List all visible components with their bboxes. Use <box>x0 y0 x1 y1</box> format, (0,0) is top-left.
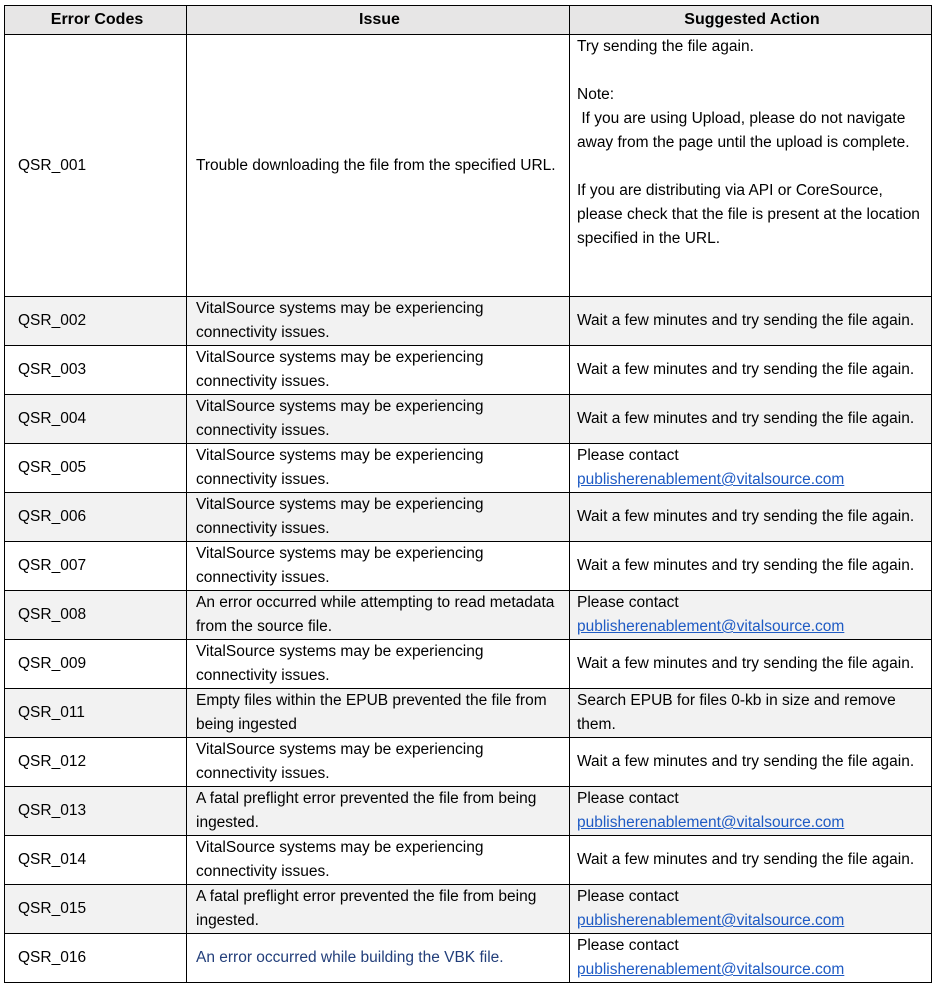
suggested-action-cell <box>570 689 932 738</box>
suggested-action-cell <box>570 493 932 542</box>
suggested-action-cell <box>570 885 932 934</box>
table-row <box>5 35 932 297</box>
header-row <box>5 6 932 35</box>
action-text: Wait a few minutes and try sending the file again. <box>577 361 915 378</box>
error-code-cell: QSR_007 <box>5 542 187 591</box>
table-row <box>5 444 932 493</box>
action-text: Wait a few minutes and try sending the file again. <box>577 508 915 525</box>
header-suggested-action: Suggested Action <box>570 6 932 35</box>
issue-cell: VitalSource systems may be experiencing connectivity issues. <box>187 640 570 689</box>
issue-cell: VitalSource systems may be experiencing connectivity issues. <box>187 738 570 787</box>
table-row <box>5 395 932 444</box>
contact-email-link[interactable]: publisherenablement@vitalsource.com <box>577 618 845 635</box>
table-row <box>5 297 932 346</box>
error-code-cell: QSR_003 <box>5 346 187 395</box>
table-row <box>5 738 932 787</box>
error-code-cell: QSR_006 <box>5 493 187 542</box>
issue-cell: VitalSource systems may be experiencing connectivity issues. <box>187 395 570 444</box>
action-text: Wait a few minutes and try sending the file again. <box>577 655 915 672</box>
issue-cell: Empty files within the EPUB prevented the file from being ingested <box>187 689 570 738</box>
header-issue: Issue <box>187 6 570 35</box>
action-note-label: Note: <box>577 86 615 103</box>
issue-cell: VitalSource systems may be experiencing connectivity issues. <box>187 297 570 346</box>
table-row <box>5 787 932 836</box>
issue-cell: Trouble downloading the file from the specified URL. <box>187 35 570 297</box>
suggested-action-cell <box>570 640 932 689</box>
table-row <box>5 493 932 542</box>
issue-cell: An error occurred while attempting to read metadata from the source file. <box>187 591 570 640</box>
error-code-cell: QSR_005 <box>5 444 187 493</box>
error-code-cell: QSR_012 <box>5 738 187 787</box>
error-code-cell: QSR_015 <box>5 885 187 934</box>
issue-cell: VitalSource systems may be experiencing connectivity issues. <box>187 444 570 493</box>
issue-cell: VitalSource systems may be experiencing connectivity issues. <box>187 836 570 885</box>
table-row <box>5 689 932 738</box>
issue-cell: A fatal preflight error prevented the file from being ingested. <box>187 885 570 934</box>
suggested-action-cell <box>570 346 932 395</box>
error-code-cell: QSR_013 <box>5 787 187 836</box>
table-row <box>5 836 932 885</box>
contact-email-link[interactable]: publisherenablement@vitalsource.com <box>577 961 845 978</box>
table-row <box>5 542 932 591</box>
issue-cell: VitalSource systems may be experiencing connectivity issues. <box>187 542 570 591</box>
issue-cell: An error occurred while building the VBK file. <box>187 934 570 983</box>
suggested-action-cell <box>570 444 932 493</box>
action-text: Please contact <box>577 888 679 905</box>
header-error-codes: Error Codes <box>5 6 187 35</box>
contact-email-link[interactable]: publisherenablement@vitalsource.com <box>577 814 845 831</box>
table-row <box>5 934 932 983</box>
error-code-cell: QSR_014 <box>5 836 187 885</box>
action-line: If you are distributing via API or CoreSource, please check that the file is present at the location specified in the URL. <box>577 182 920 247</box>
error-code-cell: QSR_004 <box>5 395 187 444</box>
error-code-cell: QSR_001 <box>5 35 187 297</box>
issue-cell: VitalSource systems may be experiencing connectivity issues. <box>187 346 570 395</box>
action-line: If you are using Upload, please do not navigate away from the page until the upload is complete. <box>577 110 910 151</box>
suggested-action-cell <box>570 836 932 885</box>
issue-cell: VitalSource systems may be experiencing connectivity issues. <box>187 493 570 542</box>
table-row <box>5 640 932 689</box>
table-row <box>5 885 932 934</box>
error-code-cell: QSR_016 <box>5 934 187 983</box>
suggested-action-cell <box>570 934 932 983</box>
action-text: Wait a few minutes and try sending the file again. <box>577 312 915 329</box>
suggested-action-cell <box>570 297 932 346</box>
action-text: Wait a few minutes and try sending the file again. <box>577 753 915 770</box>
action-text: Please contact <box>577 594 679 611</box>
action-text: Please contact <box>577 937 679 954</box>
suggested-action-cell <box>570 738 932 787</box>
suggested-action-cell <box>570 395 932 444</box>
error-code-table <box>4 5 932 983</box>
error-code-cell: QSR_009 <box>5 640 187 689</box>
error-code-cell: QSR_002 <box>5 297 187 346</box>
error-code-table-wrapper <box>4 5 932 983</box>
action-line: Try sending the file again. <box>577 38 754 55</box>
suggested-action-cell <box>570 35 932 297</box>
suggested-action-cell <box>570 591 932 640</box>
error-code-cell: QSR_008 <box>5 591 187 640</box>
action-text: Please contact <box>577 447 679 464</box>
table-row <box>5 591 932 640</box>
issue-cell: A fatal preflight error prevented the file from being ingested. <box>187 787 570 836</box>
error-code-cell: QSR_011 <box>5 689 187 738</box>
action-text: Wait a few minutes and try sending the file again. <box>577 851 915 868</box>
suggested-action-cell <box>570 542 932 591</box>
action-text: Search EPUB for files 0-kb in size and remove them. <box>577 692 896 733</box>
action-text: Wait a few minutes and try sending the file again. <box>577 557 915 574</box>
contact-email-link[interactable]: publisherenablement@vitalsource.com <box>577 471 845 488</box>
suggested-action-cell <box>570 787 932 836</box>
action-text: Wait a few minutes and try sending the file again. <box>577 410 915 427</box>
action-text: Please contact <box>577 790 679 807</box>
contact-email-link[interactable]: publisherenablement@vitalsource.com <box>577 912 845 929</box>
table-row <box>5 346 932 395</box>
